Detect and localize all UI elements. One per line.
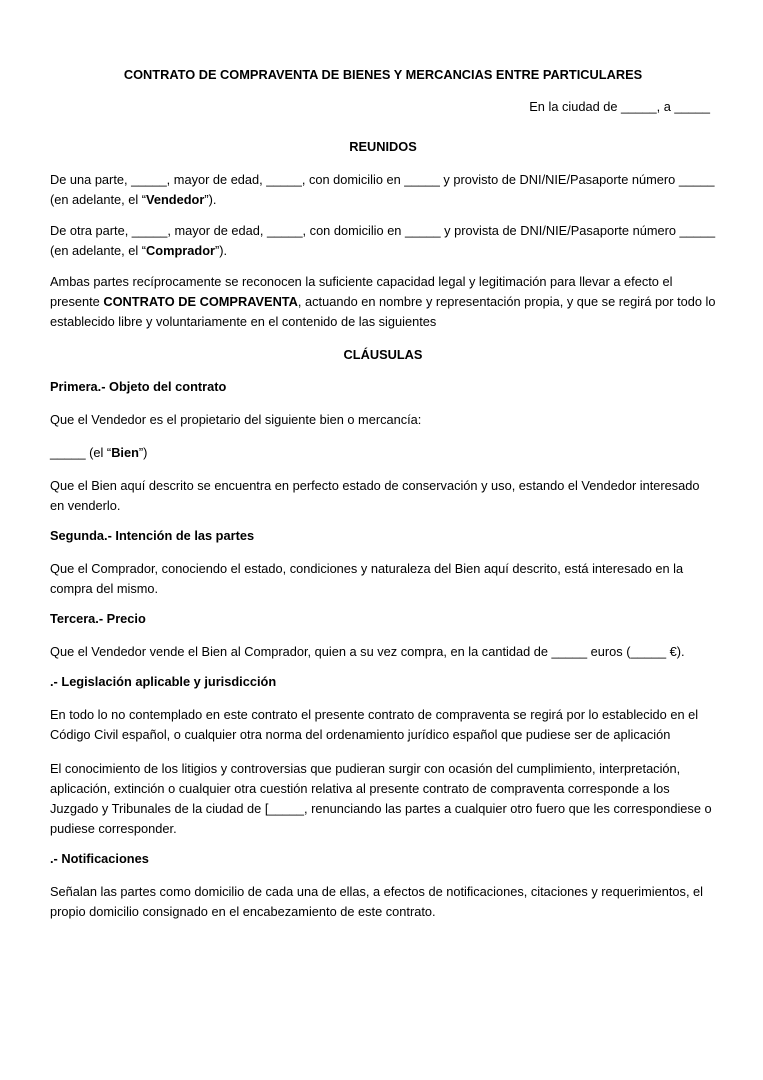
reunidos-heading: REUNIDOS <box>349 139 417 154</box>
party-seller-text: De una parte, _____, mayor de edad, _____, con domicilio en _____ y provisto de DNI/NIE/Pasaporte número _____ (en adelante, el “ <box>50 172 715 207</box>
item-text: _____ (el “ <box>50 445 112 460</box>
contract-name: CONTRATO DE COMPRAVENTA <box>103 294 298 309</box>
party-seller-end: ”). <box>204 192 217 207</box>
clause-5-paragraph-1: Señalan las partes como domicilio de cada una de ellas, a efectos de notificaciones, citaciones y requerimientos, el propio domicilio consignado en el encabezamiento de este contrato. <box>50 884 704 919</box>
clause-1-paragraph-1: Que el Vendedor es el propietario del siguiente bien o mercancía: <box>50 412 422 427</box>
party-seller-paragraph <box>50 170 716 210</box>
seller-label: Vendedor <box>146 192 205 207</box>
clause-3-paragraph-1: Que el Vendedor vende el Bien al Comprador, quien a su vez compra, en la cantidad de _____ euros (_____ €). <box>50 644 685 659</box>
clause-1-paragraph-2: Que el Bien aquí descrito se encuentra en perfecto estado de conservación y uso, estando el Vendedor interesado en venderlo. <box>50 478 700 513</box>
clause-2-title: Segunda.- Intención de las partes <box>50 528 255 543</box>
clause-4-paragraph-2: El conocimiento de los litigios y controversias que pudieran surgir con ocasión del cumplimiento, interpretación, aplicación, extinción o cualquier otra cuestión relativa al presente contrato de compraventa corresponde a los Juzgado y Tribunales de la ciudad de [_____, renunciando las partes a cualquier otro fuero que les correspondiese o pudiese corresponder. <box>50 761 712 836</box>
clause-3-title: Tercera.- Precio <box>50 611 146 626</box>
party-buyer-paragraph <box>50 221 716 261</box>
place-date-line: En la ciudad de _____, a _____ <box>529 99 710 114</box>
item-label: Bien <box>111 445 139 460</box>
party-buyer-end: ”). <box>215 243 228 258</box>
contract-body <box>50 66 716 933</box>
clause-5-title: .- Notificaciones <box>50 851 149 866</box>
capacity-text: Ambas partes recíprocamente se reconocen la suficiente capacidad legal y legitimación para llevar a efecto el presente <box>50 274 673 309</box>
buyer-label: Comprador <box>146 243 216 258</box>
party-buyer-text: De otra parte, _____, mayor de edad, _____, con domicilio en _____ y provista de DNI/NIE/Pasaporte número _____ (en adelante, el “ <box>50 223 716 258</box>
clause-2-paragraph-1: Que el Comprador, conociendo el estado, condiciones y naturaleza del Bien aquí descrito, está interesado en la compra del mismo. <box>50 561 684 596</box>
capacity-end: , actuando en nombre y representación propia, y que se regirá por todo lo establecido libre y voluntariamente en el contenido de las siguientes <box>50 294 716 329</box>
clause-4-paragraph-1: En todo lo no contemplado en este contrato el presente contrato de compraventa se regirá por lo establecido en el Código Civil español, o cualquier otra norma del ordenamiento jurídico español que pudiese ser de aplicación <box>50 707 699 742</box>
capacity-paragraph <box>50 272 716 332</box>
item-end: ”) <box>138 445 148 460</box>
clausulas-heading: CLÁUSULAS <box>343 347 423 362</box>
document-title: CONTRATO DE COMPRAVENTA DE BIENES Y MERCANCIAS ENTRE PARTICULARES <box>123 67 643 82</box>
clause-4-title: .- Legislación aplicable y jurisdicción <box>50 674 277 689</box>
clause-1-title: Primera.- Objeto del contrato <box>50 379 227 394</box>
clause-1-item <box>50 443 716 463</box>
